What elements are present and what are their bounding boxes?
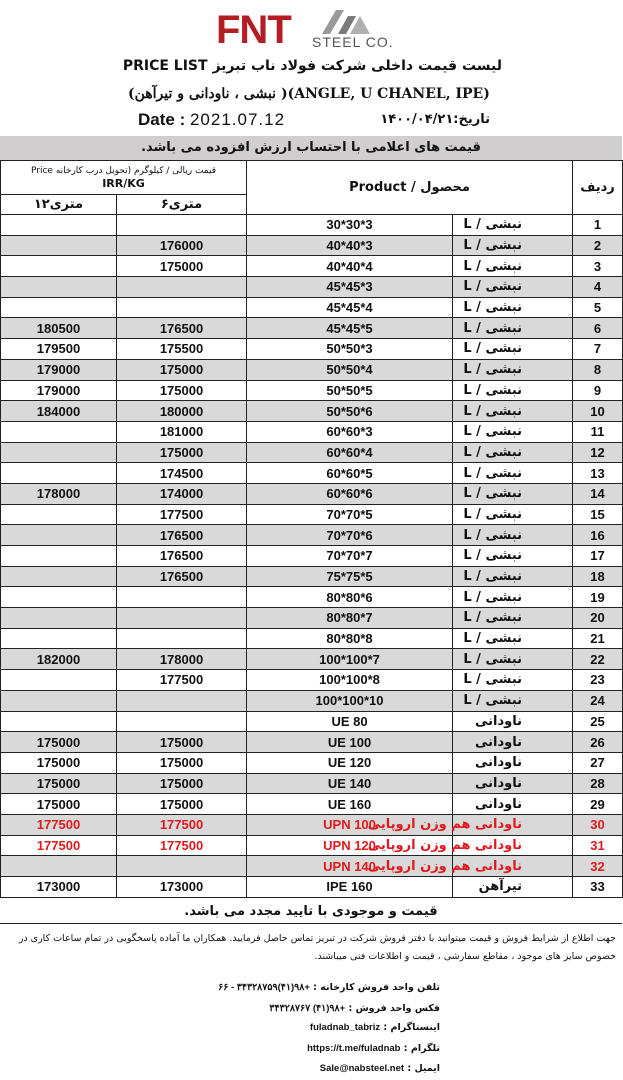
product-type-cell: ناودانی [453,752,573,773]
product-type-cell: نبشی / L [453,504,573,525]
row-number-cell: 16 [573,525,623,546]
table-row [1,359,623,380]
price-6m-cell: 181000 [117,421,247,442]
product-size-cell: UE 160 [247,794,453,815]
contact-label: ایمیل : [404,1063,440,1074]
price-12m-cell: 175000 [1,752,117,773]
price-6m-cell: 174000 [117,483,247,504]
price-12m-cell [1,856,117,877]
row-number-cell: 9 [573,380,623,401]
product-type-cell: نبشی / L [453,608,573,629]
price-6m-cell: 174500 [117,463,247,484]
product-type-cell: نبشی / L [453,297,573,318]
table-row [1,297,623,318]
row-number-cell: 27 [573,752,623,773]
price-12m-cell [1,421,117,442]
row-number-cell: 15 [573,504,623,525]
product-size-cell: 45*45*5 [247,318,453,339]
product-size-cell: 60*60*4 [247,442,453,463]
price-12m-cell [1,297,117,318]
table-row [1,318,623,339]
company-logo [0,6,622,52]
sales-info-line2: خصوص سایز های موجود ، مقاطع سفارشی ، قیمت و اطلاعات فنی میباشند. [314,951,616,962]
row-number-header: ردیف [573,161,623,215]
row-number-cell: 12 [573,442,623,463]
price-6m-cell [117,215,247,236]
table-row [1,732,623,753]
table-row [1,256,623,277]
date-english [138,110,285,130]
price-12m-cell [1,525,117,546]
row-number-cell: 24 [573,690,623,711]
product-type-cell: نبشی / L [453,380,573,401]
product-type-cell: ناودانی هم وزن اروپایی [453,835,573,856]
price-12m-cell [1,256,117,277]
price-12m-cell [1,235,117,256]
product-type-cell: نبشی / L [453,670,573,691]
row-number-cell: 18 [573,566,623,587]
row-number-cell: 3 [573,256,623,277]
product-size-cell: 70*70*7 [247,546,453,567]
price-6m-cell [117,690,247,711]
table-row [1,711,623,732]
date-label: Date : [138,110,190,129]
row-number-cell: 8 [573,359,623,380]
price-6m-cell: 176500 [117,546,247,567]
product-size-cell: UPN 100 [247,814,453,835]
table-row [1,566,623,587]
price-12m-cell: 177500 [1,814,117,835]
table-row [1,546,623,567]
row-number-cell: 14 [573,483,623,504]
contact-item [180,1043,440,1054]
page-title: لیست قیمت داخلی شرکت فولاد ناب تبریز PRICE LIST [122,58,502,74]
product-size-cell: 70*70*5 [247,504,453,525]
product-type-cell: ناودانی [453,773,573,794]
price-12m-cell: 184000 [1,401,117,422]
row-number-cell: 32 [573,856,623,877]
product-size-cell: 60*60*5 [247,463,453,484]
product-type-cell: نبشی / L [453,339,573,360]
price-6m-cell: 176000 [117,235,247,256]
product-size-cell: 40*40*4 [247,256,453,277]
product-size-cell: 45*45*3 [247,277,453,298]
table-row [1,835,623,856]
product-size-cell: UE 100 [247,732,453,753]
price-6m-cell: 175000 [117,773,247,794]
contact-value[interactable]: https://t.me/fuladnab [307,1043,401,1054]
logo-subtitle: STEEL CO. [312,34,394,50]
product-type-cell: نبشی / L [453,256,573,277]
price-header [1,161,247,195]
price-12m-cell [1,463,117,484]
price-12m-cell [1,670,117,691]
product-size-cell: 70*70*6 [247,525,453,546]
price-6m-cell: 175000 [117,732,247,753]
table-row [1,504,623,525]
product-size-cell: 45*45*4 [247,297,453,318]
price-6m-cell: 177500 [117,814,247,835]
price-12m-cell [1,608,117,629]
table-row [1,773,623,794]
contact-item [180,982,440,993]
vat-notice: قیمت های اعلامی با احتساب ارزش افزوده می باشد. [0,136,622,160]
table-row [1,525,623,546]
price-12m-cell: 173000 [1,877,117,898]
product-size-cell: 80*80*7 [247,608,453,629]
price-6m-cell: 173000 [117,877,247,898]
row-number-cell: 28 [573,773,623,794]
price-header-fa: قیمت ریالی / کیلوگرم (تحویل درب کارخانه Price [31,166,217,176]
price-6m-cell: 176500 [117,318,247,339]
product-type-cell: ناودانی هم وزن اروپایی [453,856,573,877]
product-size-cell: 50*50*4 [247,359,453,380]
row-number-cell: 29 [573,794,623,815]
table-row [1,277,623,298]
length-6m-header: ۶متری [117,195,247,215]
table-row [1,794,623,815]
row-number-cell: 7 [573,339,623,360]
row-number-cell: 1 [573,215,623,236]
row-number-cell: 23 [573,670,623,691]
price-12m-cell [1,442,117,463]
table-row [1,442,623,463]
product-type-cell: نبشی / L [453,546,573,567]
product-type-cell: نبشی / L [453,587,573,608]
table-row [1,608,623,629]
page-subtitle: (نبشی ، ناودانی و تیرآهن )(ANGLE, U CHANEL, IPE) [128,86,490,102]
product-size-cell: UPN 140 [247,856,453,877]
table-row [1,690,623,711]
product-type-cell: نبشی / L [453,628,573,649]
length-12m-header: ۱۲متری [1,195,117,215]
row-number-cell: 19 [573,587,623,608]
row-number-cell: 6 [573,318,623,339]
product-type-cell: نبشی / L [453,525,573,546]
row-number-cell: 5 [573,297,623,318]
price-12m-cell: 175000 [1,732,117,753]
contact-item [180,1022,440,1033]
table-row [1,587,623,608]
price-6m-cell: 175000 [117,359,247,380]
row-number-cell: 13 [573,463,623,484]
row-number-cell: 21 [573,628,623,649]
price-6m-cell: 175000 [117,380,247,401]
product-size-cell: 100*100*7 [247,649,453,670]
product-type-cell: نبشی / L [453,483,573,504]
table-row [1,463,623,484]
contact-label: اینستاگرام : [380,1022,440,1033]
price-6m-cell [117,608,247,629]
row-number-cell: 30 [573,814,623,835]
table-row [1,814,623,835]
product-size-cell: 60*60*3 [247,421,453,442]
contact-item [180,1063,440,1074]
table-row [1,380,623,401]
price-6m-cell: 175000 [117,442,247,463]
price-12m-cell [1,566,117,587]
contact-label: تلگرام : [400,1043,440,1054]
price-12m-cell: 179000 [1,359,117,380]
steel-beam-logo-icon [318,8,374,36]
product-size-cell: 40*40*3 [247,235,453,256]
row-number-cell: 26 [573,732,623,753]
price-12m-cell: 175000 [1,794,117,815]
product-type-cell: نبشی / L [453,359,573,380]
date-persian: تاریخ:۱۴۰۰/۰۴/۲۱ [380,112,490,127]
table-row [1,215,623,236]
price-12m-cell [1,215,117,236]
table-row [1,856,623,877]
product-type-cell: نبشی / L [453,463,573,484]
price-6m-cell: 177500 [117,835,247,856]
product-type-cell: نبشی / L [453,690,573,711]
product-size-cell: UE 80 [247,711,453,732]
price-6m-cell [117,297,247,318]
row-number-cell: 31 [573,835,623,856]
product-type-cell: ناودانی [453,794,573,815]
product-size-cell: IPE 160 [247,877,453,898]
contact-label: فکس واحد فروش : [345,1003,440,1014]
price-6m-cell: 180000 [117,401,247,422]
product-type-cell: نبشی / L [453,318,573,339]
price-6m-cell [117,277,247,298]
price-6m-cell [117,628,247,649]
table-row [1,752,623,773]
row-number-cell: 11 [573,421,623,442]
price-6m-cell: 175000 [117,256,247,277]
row-number-cell: 25 [573,711,623,732]
table-row [1,235,623,256]
product-type-cell: نبشی / L [453,401,573,422]
product-type-cell: نبشی / L [453,215,573,236]
row-number-cell: 17 [573,546,623,567]
product-type-cell: نبشی / L [453,235,573,256]
price-12m-cell [1,546,117,567]
product-type-cell: ناودانی [453,732,573,753]
price-12m-cell [1,277,117,298]
sales-info [6,930,616,966]
price-6m-cell: 177500 [117,670,247,691]
row-number-cell: 33 [573,877,623,898]
product-type-cell: ناودانی هم وزن اروپایی [453,814,573,835]
product-size-cell: UE 140 [247,773,453,794]
contact-value[interactable]: ۶۶ - ۳۴۳۲۸۷۵۹(۴۱)۹۸+ [218,982,310,993]
product-size-cell: 80*80*8 [247,628,453,649]
price-6m-cell: 175500 [117,339,247,360]
row-number-cell: 10 [573,401,623,422]
table-row [1,401,623,422]
product-header: Product / محصول [247,161,573,215]
table-row [1,670,623,691]
product-size-cell: 50*50*6 [247,401,453,422]
row-number-cell: 22 [573,649,623,670]
price-6m-cell: 176500 [117,525,247,546]
contact-item [180,1003,440,1014]
product-size-cell: 80*80*6 [247,587,453,608]
product-size-cell: 100*100*10 [247,690,453,711]
price-12m-cell: 177500 [1,835,117,856]
date-value: 2021.07.12 [189,110,286,129]
table-row [1,483,623,504]
contact-value[interactable]: Sale@nabsteel.net [319,1063,405,1074]
price-6m-cell: 177500 [117,504,247,525]
contact-value[interactable]: ۳۴۳۲۸۷۶۷ (۴۱)۹۸+ [269,1003,346,1014]
table-row [1,628,623,649]
contact-value[interactable]: fuladnab_tabriz [309,1022,381,1033]
price-12m-cell: 182000 [1,649,117,670]
price-12m-cell [1,690,117,711]
price-6m-cell: 178000 [117,649,247,670]
product-type-cell: نبشی / L [453,649,573,670]
price-12m-cell: 180500 [1,318,117,339]
row-number-cell: 20 [573,608,623,629]
price-12m-cell: 175000 [1,773,117,794]
price-12m-cell: 179000 [1,380,117,401]
row-number-cell: 4 [573,277,623,298]
price-12m-cell [1,504,117,525]
price-6m-cell: 175000 [117,752,247,773]
price-12m-cell [1,711,117,732]
product-size-cell: 30*30*3 [247,215,453,236]
product-size-cell: 100*100*8 [247,670,453,691]
product-size-cell: 75*75*5 [247,566,453,587]
price-12m-cell: 179500 [1,339,117,360]
table-row [1,649,623,670]
product-size-cell: UE 120 [247,752,453,773]
table-row [1,339,623,360]
price-table [0,160,623,898]
price-header-unit: IRR/KG [102,177,145,190]
product-type-cell: نبشی / L [453,566,573,587]
table-row [1,877,623,898]
product-type-cell: نبشی / L [453,277,573,298]
logo-brand: FNT [216,8,291,52]
price-6m-cell [117,711,247,732]
price-6m-cell [117,587,247,608]
contact-label: تلفن واحد فروش کارخانه : [309,982,440,993]
product-size-cell: UPN 120 [247,835,453,856]
product-size-cell: 50*50*5 [247,380,453,401]
product-type-cell: نبشی / L [453,421,573,442]
table-row [1,421,623,442]
availability-notice: قیمت و موجودی با تایید مجدد می باشد. [0,900,622,924]
product-type-cell: تیرآهن [453,877,573,898]
product-size-cell: 50*50*3 [247,339,453,360]
product-type-cell: ناودانی [453,711,573,732]
product-size-cell: 60*60*6 [247,483,453,504]
price-12m-cell [1,587,117,608]
sales-info-line1: جهت اطلاع از شرایط فروش و قیمت میتوانید با دفتر فروش شرکت در تبریز تماس حاصل فرمایید. همکاران ما آماده پاسخگویی در تمام ساعات کاری در [18,933,616,944]
price-6m-cell: 175000 [117,794,247,815]
price-6m-cell: 176500 [117,566,247,587]
product-type-cell: نبشی / L [453,442,573,463]
row-number-cell: 2 [573,235,623,256]
price-12m-cell: 178000 [1,483,117,504]
price-12m-cell [1,628,117,649]
price-6m-cell [117,856,247,877]
